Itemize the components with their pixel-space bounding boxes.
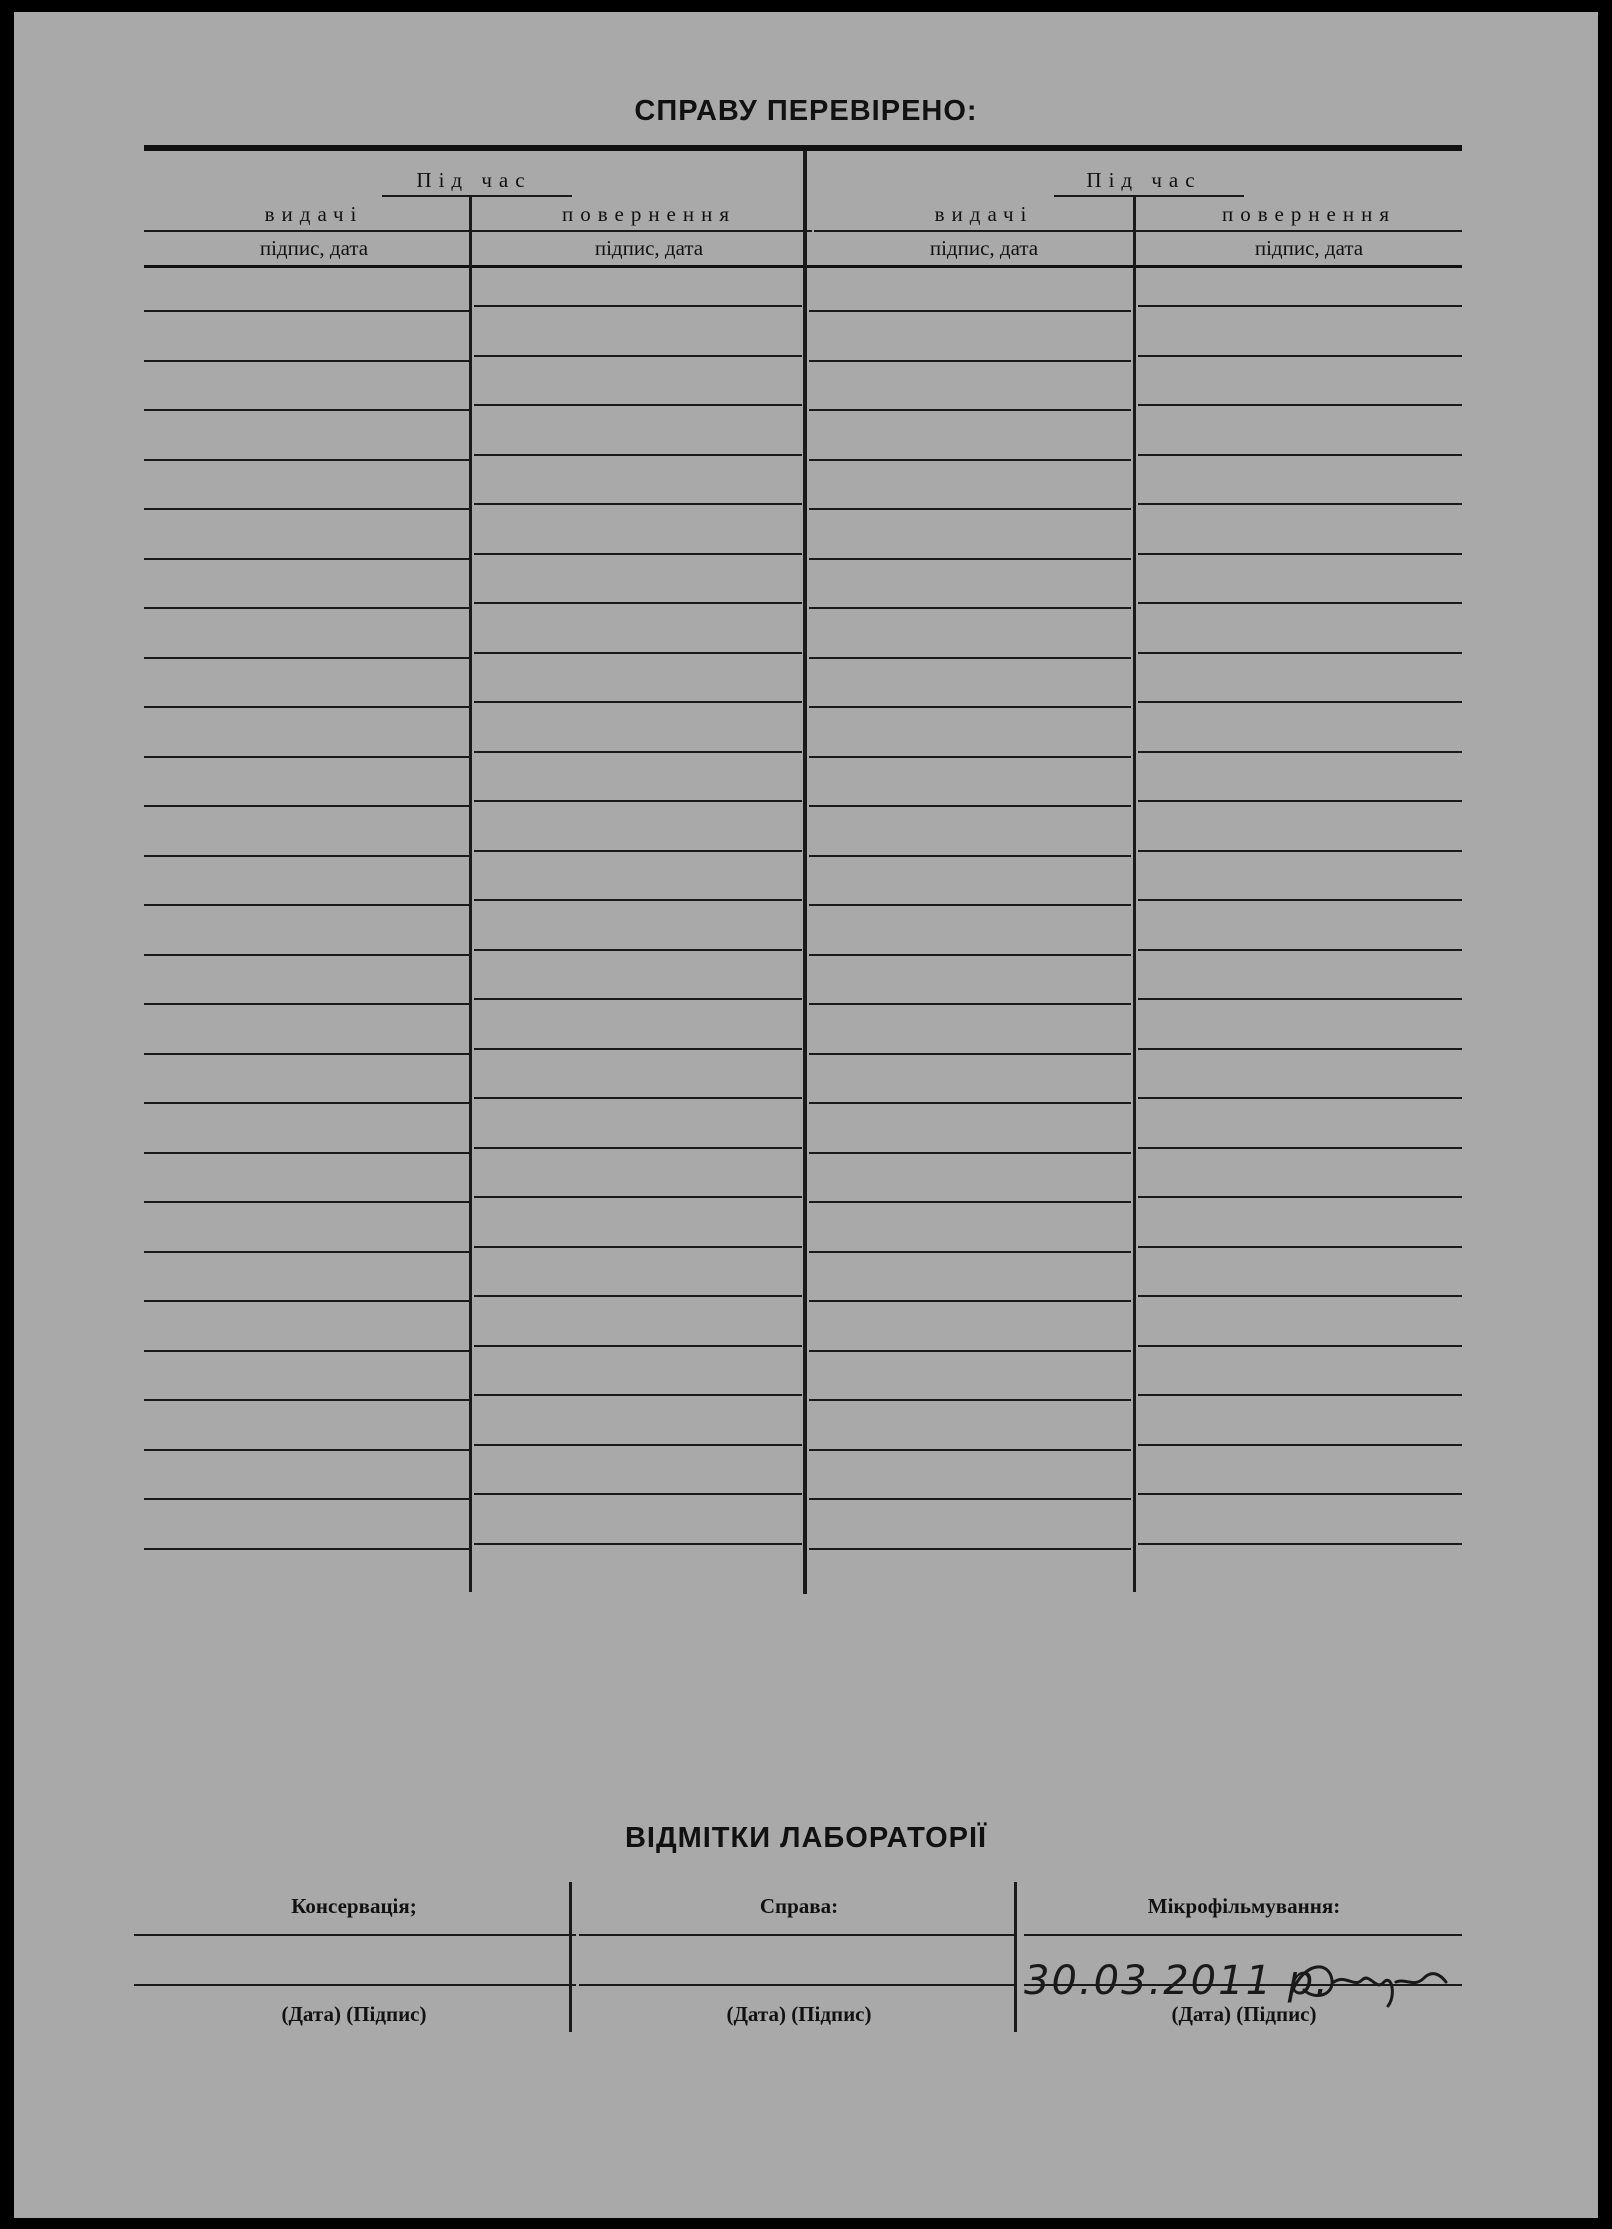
left-return-header: повернення	[561, 202, 737, 226]
microfilm-line-1	[1024, 1934, 1462, 1936]
left-header-mid-rule	[144, 230, 812, 232]
row-line	[474, 1493, 802, 1495]
conservation-label: Консервація;	[291, 1894, 417, 1918]
row-line	[144, 1102, 469, 1104]
column-divider-center	[803, 151, 807, 1594]
microfilm-date-sign: (Дата) (Підпис)	[1171, 2002, 1317, 2026]
row-line	[809, 657, 1131, 659]
row-line	[144, 1548, 469, 1550]
row-line	[1138, 701, 1462, 703]
row-line	[809, 1152, 1131, 1154]
row-line	[809, 954, 1131, 956]
row-line	[809, 360, 1131, 362]
row-line	[144, 1399, 469, 1401]
row-line	[474, 355, 802, 357]
row-line	[809, 1201, 1131, 1203]
row-line	[809, 1399, 1131, 1401]
row-line	[474, 1295, 802, 1297]
row-line	[809, 409, 1131, 411]
row-line	[809, 459, 1131, 461]
row-line	[144, 1498, 469, 1500]
row-line	[1138, 1246, 1462, 1248]
conservation-line-2	[134, 1984, 576, 1986]
row-line	[474, 305, 802, 307]
row-line	[144, 805, 469, 807]
row-line	[144, 558, 469, 560]
row-line	[474, 1048, 802, 1050]
row-line	[474, 503, 802, 505]
row-line	[1138, 1444, 1462, 1446]
row-line	[809, 1251, 1131, 1253]
document-sheet	[14, 12, 1598, 2218]
row-line	[1138, 404, 1462, 406]
row-line	[474, 701, 802, 703]
row-line	[809, 1498, 1131, 1500]
row-line	[809, 756, 1131, 758]
column-divider-1	[469, 197, 472, 1592]
left-return-sub: підпис, дата	[594, 236, 704, 260]
right-issue-header: видачі	[934, 202, 1034, 226]
row-line	[144, 954, 469, 956]
row-line	[474, 1246, 802, 1248]
row-line	[1138, 800, 1462, 802]
row-line	[1138, 355, 1462, 357]
row-line	[144, 607, 469, 609]
column-divider-3	[1133, 197, 1136, 1592]
right-header-mid-rule	[814, 230, 1462, 232]
row-line	[809, 310, 1131, 312]
row-line	[1138, 1543, 1462, 1545]
row-line	[474, 800, 802, 802]
row-line	[144, 1053, 469, 1055]
row-line	[1138, 305, 1462, 307]
row-line	[1138, 454, 1462, 456]
case-date-sign: (Дата) (Підпис)	[726, 2002, 872, 2026]
row-line	[474, 404, 802, 406]
row-line	[144, 1201, 469, 1203]
right-return-header: повернення	[1221, 202, 1397, 226]
row-line	[1138, 1345, 1462, 1347]
row-line	[809, 904, 1131, 906]
left-group-label: Під час	[416, 168, 532, 192]
row-line	[809, 558, 1131, 560]
microfilm-label: Мікрофільмування:	[1147, 1894, 1341, 1918]
right-issue-sub: підпис, дата	[929, 236, 1039, 260]
row-line	[144, 1449, 469, 1451]
row-line	[144, 657, 469, 659]
row-line	[809, 1300, 1131, 1302]
row-line	[1138, 602, 1462, 604]
row-line	[1138, 553, 1462, 555]
lab-title: ВІДМІТКИ ЛАБОРАТОРІЇ	[624, 1822, 988, 1854]
row-line	[1138, 1295, 1462, 1297]
microfilm-handwritten-date: 30.03.2011 р.	[1024, 1958, 1330, 2004]
row-line	[474, 899, 802, 901]
row-line	[1138, 1394, 1462, 1396]
row-line	[809, 1350, 1131, 1352]
row-line	[144, 706, 469, 708]
row-line	[809, 1449, 1131, 1451]
row-line	[144, 1152, 469, 1154]
row-line	[144, 310, 469, 312]
row-line	[1138, 1097, 1462, 1099]
row-line	[1138, 850, 1462, 852]
row-line	[1138, 1147, 1462, 1149]
row-line	[809, 1548, 1131, 1550]
row-line	[144, 360, 469, 362]
row-line	[474, 998, 802, 1000]
row-line	[144, 409, 469, 411]
row-line	[474, 1196, 802, 1198]
row-line	[144, 1003, 469, 1005]
left-group-underline	[382, 195, 572, 197]
row-line	[474, 1543, 802, 1545]
row-line	[144, 1350, 469, 1352]
row-line	[474, 1444, 802, 1446]
row-line	[809, 855, 1131, 857]
row-line	[809, 1003, 1131, 1005]
row-line	[1138, 949, 1462, 951]
row-line	[474, 1097, 802, 1099]
row-line	[144, 508, 469, 510]
row-line	[809, 1102, 1131, 1104]
row-line	[474, 1345, 802, 1347]
left-issue-sub: підпис, дата	[259, 236, 369, 260]
row-line	[474, 652, 802, 654]
row-line	[1138, 1196, 1462, 1198]
page-title: СПРАВУ ПЕРЕВІРЕНО:	[634, 95, 978, 127]
row-line	[474, 1394, 802, 1396]
row-line	[474, 751, 802, 753]
right-group-label: Під час	[1086, 168, 1202, 192]
right-group-underline	[1054, 195, 1244, 197]
row-line	[809, 805, 1131, 807]
case-line-2	[579, 1984, 1016, 1986]
row-line	[144, 1251, 469, 1253]
right-return-sub: підпис, дата	[1254, 236, 1364, 260]
case-line-1	[579, 1934, 1016, 1936]
conservation-line-1	[134, 1934, 576, 1936]
row-line	[1138, 1493, 1462, 1495]
left-issue-header: видачі	[264, 202, 364, 226]
row-line	[809, 508, 1131, 510]
row-line	[474, 553, 802, 555]
row-line	[474, 454, 802, 456]
row-line	[474, 1147, 802, 1149]
row-line	[144, 756, 469, 758]
row-line	[1138, 751, 1462, 753]
row-line	[809, 1053, 1131, 1055]
row-line	[144, 904, 469, 906]
row-line	[474, 602, 802, 604]
row-line	[144, 855, 469, 857]
case-label: Справа:	[759, 1894, 839, 1918]
row-line	[474, 850, 802, 852]
conservation-date-sign: (Дата) (Підпис)	[281, 2002, 427, 2026]
row-line	[144, 1300, 469, 1302]
row-line	[1138, 998, 1462, 1000]
row-line	[1138, 652, 1462, 654]
row-line	[1138, 503, 1462, 505]
row-line	[1138, 1048, 1462, 1050]
row-line	[809, 607, 1131, 609]
row-line	[809, 706, 1131, 708]
row-line	[1138, 899, 1462, 901]
row-line	[474, 949, 802, 951]
row-line	[144, 459, 469, 461]
